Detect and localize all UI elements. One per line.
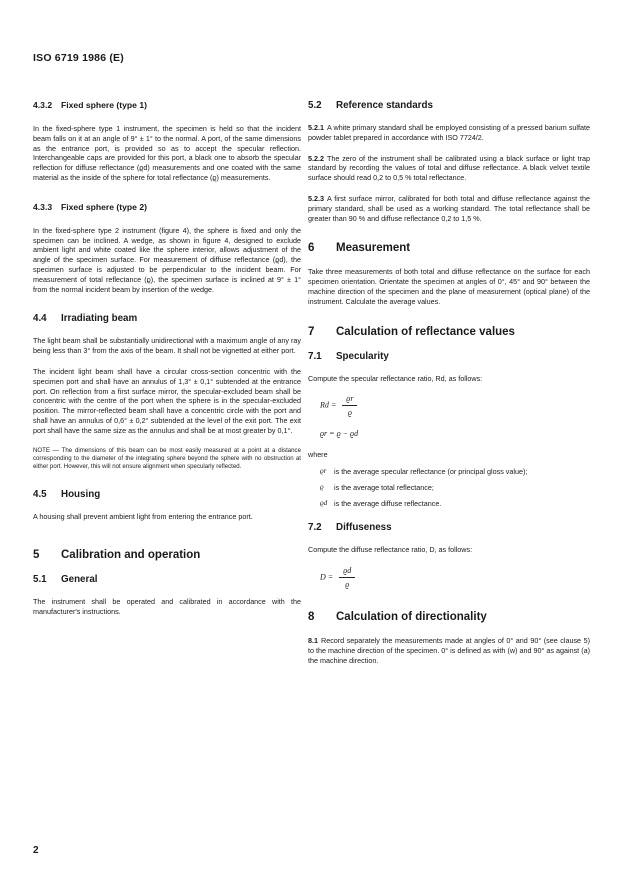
paragraph: Compute the specular reflectance ratio, Rd, as follows: [308,373,483,383]
section-title: General [61,573,98,585]
section-title: Irradiating beam [61,313,138,325]
section-heading [33,313,301,324]
right-column [308,100,590,676]
section-title: Reference standards [336,100,433,111]
formula-specular-reflectance: ϱr = ϱ − ϱd [320,429,359,439]
section-title: Fixed sphere (type 1) [61,100,147,110]
section-title: Housing [61,489,101,501]
section-number: 4.3.2 [33,100,53,110]
section-heading [33,489,301,500]
clause-number: 5.2.1 [308,123,324,132]
document-header: ISO 6719 1986 (E) [33,52,124,64]
section-number: 7.2 [308,522,322,534]
section-heading [308,611,590,623]
left-column [33,100,301,628]
fraction: $\frac{ϱd}{ϱ}$ [339,566,355,589]
section-heading [33,100,301,110]
section-number: 5.2 [308,100,322,111]
section-number: 4.3.3 [33,201,53,212]
formula-diffuseness: D = $\frac{ϱd}{ϱ}$ [320,566,590,589]
section-number: 4.5 [33,489,47,501]
paragraph: The instrument shall be operated and calibrated in accordance with the manufacturer's instructions. [33,596,301,616]
paragraph: In the fixed-sphere type 2 instrument (figure 4), the sphere is fixed and only the specimen can be inclined. A wedge, as shown in figure 4, designed to exclude ambient light and white coated like the sphere interior, allows adjustment of the angle of the specimen surface. For measurement of diffuse reflectance (ϱd), the specimen surface is adjusted to be perpendicular to the incident beam. For measurement of total reflectance (ϱ), the specimen surface is inclined at 9° ± 1° from the normal incident beam by insertion of the wedge. [33,225,301,294]
paragraph: The light beam shall be substantially unidirectional with a maximum angle of any ray being less than 3° from the axis of the beam. It shall not be vignetted at either port. [33,336,301,356]
section-number: 5.1 [33,573,47,585]
clause-number: 8.1 [308,635,318,645]
clause-number: 5.2.3 [308,193,324,203]
paragraph: Compute the diffuse reflectance ratio, D, as follows: [308,545,473,555]
symbol-definition: ϱd is the average diffuse reflectance. [320,498,442,508]
paragraph: Take three measurements of both total and diffuse reflectance on the surface for each specimen orientation. Orientate the specimen at angles of 0°, 45° and 90° between the machine direction of the specimen and the plane of measurement (optical plane) of the instrument. Calculate the average values. [308,267,590,306]
paragraph: 5.2.2 The zero of the instrument shall be calibrated using a black surface or light trap standard by recording the values of total and diffuse reflectance. A black velvet textile surface should read 0,2 to 0,5 % total reflectance. [308,153,590,183]
paragraph: 8.1 Record separately the measurements made at angles of 0° and 90° (see clause 5) to the machine direction of the specimen. 0° is defined as with (w) and 90° as against (a) the machine direction. [308,635,590,665]
section-heading [308,326,590,338]
symbol-definition: ϱ is the average total reflectance; [320,482,434,492]
note: NOTE — The dimensions of this beam can be most easily measured at a point at a distance corresponding to the diameter of the integrating sphere beyond the sphere with no obstruction at either port. However, this will not ensure alignment when specularly reflected. [33,446,301,470]
section-title: Calculation of directionality [336,610,487,623]
section-heading [308,351,590,362]
section-title: Calculation of reflectance values [336,325,515,338]
paragraph: 5.2.1 A white primary standard shall be employed consisting of a pressed barium sulfate powder tablet prepared in accordance with ISO 7724/2. [308,123,590,142]
symbol-definition: ϱr is the average specular reflectance (or principal gloss value); [320,467,528,477]
paragraph: A housing shall prevent ambient light from entering the entrance port. [33,512,253,522]
page-number: 2 [33,845,39,856]
paragraph: The incident light beam shall have a circular cross-section concentric with the specimen port and shall have an annulus of 1,3° ± 0,1° subtended at the entrance port. On reflection from a first surface mirror, the specular-excluded beam shall be concentric with the centre of the port when the sphere is in the specular-excluded position. The mirror-reflected beam shall have a concentric circle with the port and shall have an annulus of 0,6° ± 0,2° subtended at the level of the exit port. The exit port shall have the same size as the annulus and shall be at most greater by 0,1°. [33,366,301,435]
section-number: 6 [308,242,315,255]
section-heading [33,549,301,561]
section-number: 7.1 [308,350,322,362]
section-title: Diffuseness [336,522,392,534]
section-heading [308,242,590,254]
section-heading [308,522,590,533]
section-heading [33,574,301,585]
where-label: where [308,450,328,460]
fraction: $\frac{ϱr}{ϱ}$ [342,394,357,417]
section-number: 4.4 [33,313,47,325]
clause-number: 5.2.2 [308,153,324,163]
section-title: Measurement [336,242,411,255]
section-number: 8 [308,610,315,623]
section-number: 7 [308,325,315,338]
paragraph: 5.2.3 A first surface mirror, calibrated for both total and diffuse reflectance against the primary standard, shall be used as a working standard. The total reflectance shall be greater than 90 % and diffuse reflectance 0,2 to 1,5 %. [308,193,590,223]
section-title: Calibration and operation [61,548,201,561]
section-number: 5 [33,548,40,561]
paragraph: In the fixed-sphere type 1 instrument, the specimen is held so that the incident beam falls on it at an angle of 9° ± 1° to the normal. A port, of the same dimensions as the entrance port, is provided so as to accept the specular reflection. Interchangeable caps are provided for this port, a black one to absorb the specular reflection for diffuse reflectance (ϱd) measurements and one coated with the same material as the inside of the sphere for total reflectance (ϱ) measurements. [33,124,301,182]
formula-specularity: Rd = $\frac{ϱr}{ϱ}$ [320,394,590,417]
section-heading [33,202,301,212]
section-title: Fixed sphere (type 2) [61,201,147,212]
section-title: Specularity [336,350,389,362]
section-heading [308,100,590,111]
